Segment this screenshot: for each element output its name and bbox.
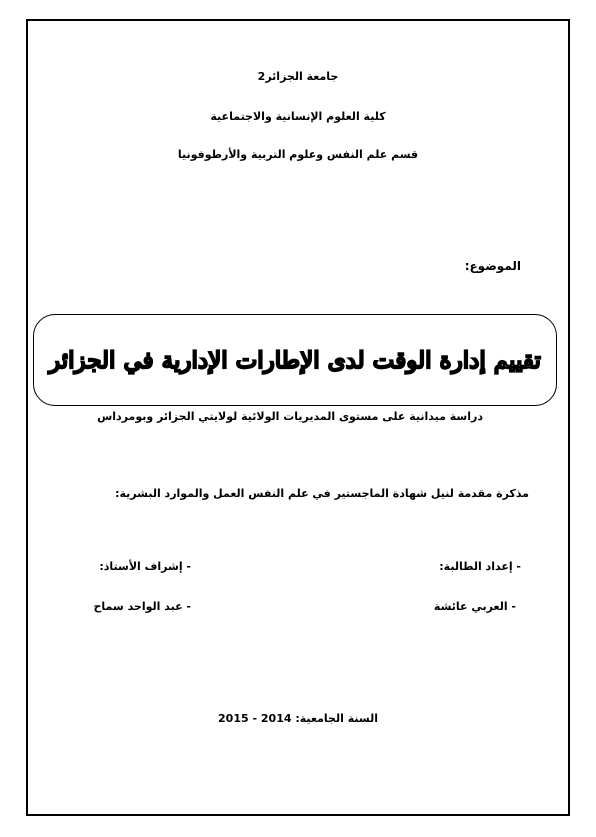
thesis-title: تقييم إدارة الوقت لدى الإطارات الإدارية في الجزائر [49, 346, 541, 374]
academic-year: السنة الجامعية: 2014 - 2015 [218, 712, 378, 725]
thesis-subtitle: دراسة ميدانية على مستوى المديريات الولائية لولايتي الجزائر وبومرداس [97, 410, 483, 423]
faculty-name: كلية العلوم الإنسانية والاجتماعية [210, 110, 386, 123]
student-label: - إعداد الطالبة: [439, 560, 521, 573]
title-box [33, 314, 557, 406]
memo-statement: مذكرة مقدمة لنيل شهادة الماجستير في علم النفس العمل والموارد البشرية: [115, 487, 529, 500]
supervisor-name: - عبد الواحد سماح [93, 600, 191, 613]
supervisor-label: - إشراف الأستاذ: [99, 560, 191, 573]
university-name: جامعة الجزائر2 [257, 70, 339, 83]
student-name: - العربي عائشة [433, 600, 516, 613]
department-name: قسم علم النفس وعلوم التربية والأرطوفونيا [177, 148, 419, 161]
subject-label: الموضوع: [464, 259, 521, 273]
